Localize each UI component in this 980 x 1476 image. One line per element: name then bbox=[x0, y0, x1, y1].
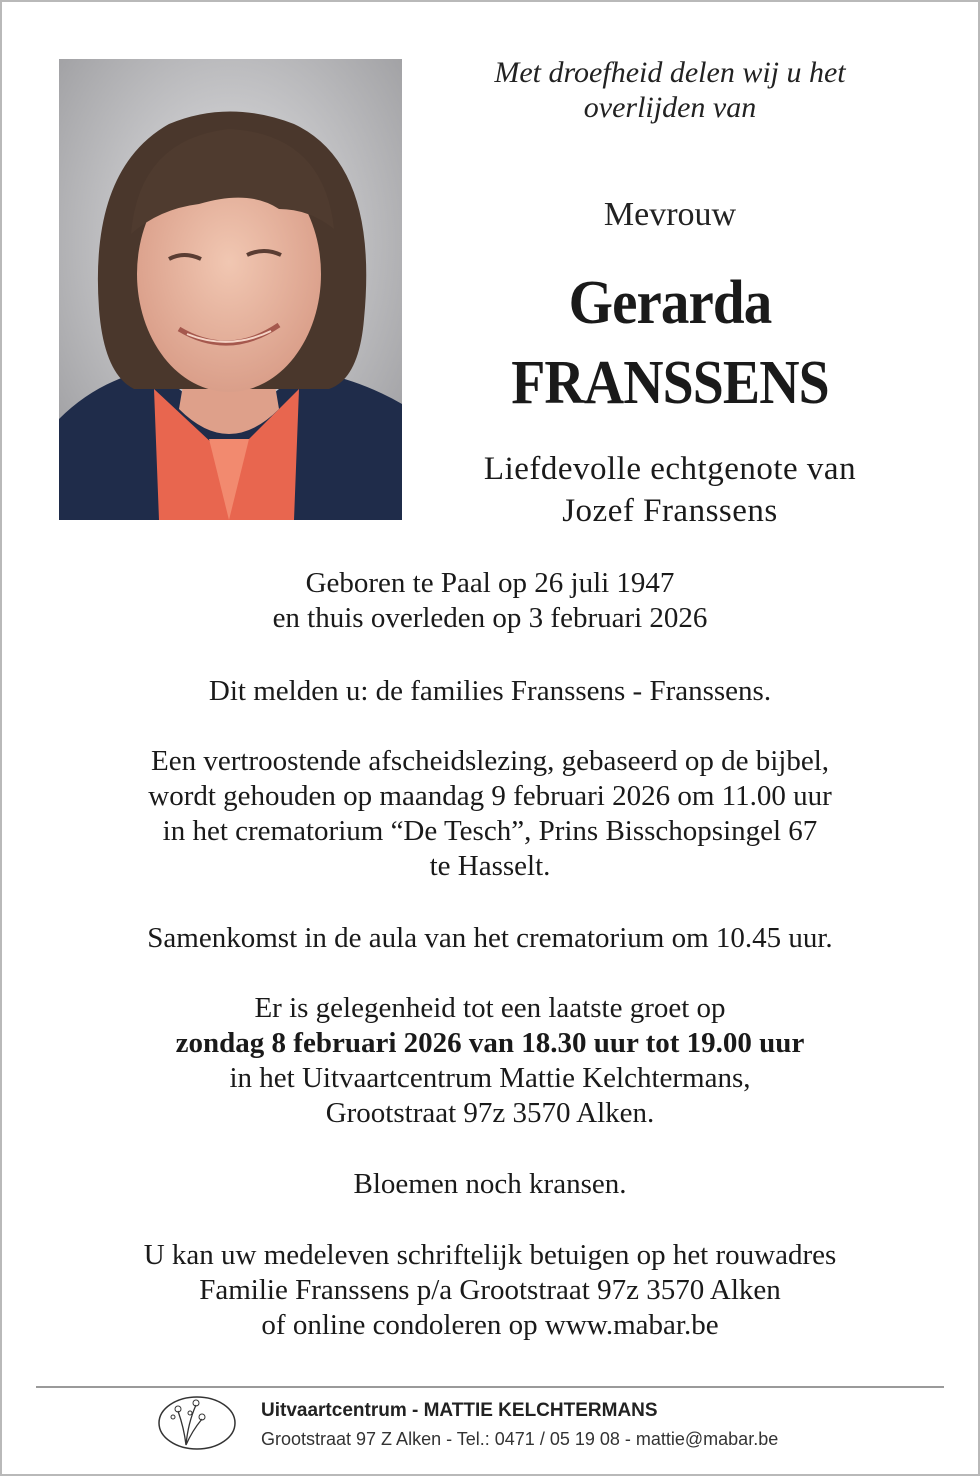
intro-line: overlijden van bbox=[583, 91, 757, 124]
first-name: Gerarda bbox=[568, 269, 772, 337]
ceremony-block bbox=[0, 744, 980, 884]
funeral-home-name: Uitvaartcentrum - MATTIE KELCHTERMANS bbox=[261, 1400, 658, 1421]
gathering-line: Samenkomst in de aula van het crematorium om 10.45 uur. bbox=[147, 922, 833, 954]
ceremony-line: in het crematorium “De Tesch”, Prins Bisschopsingel 67 bbox=[162, 815, 818, 847]
condolence-line: U kan uw medeleven schriftelijk betuigen op het rouwadres bbox=[143, 1239, 837, 1271]
intro-line: Met droefheid delen wij u het bbox=[494, 56, 846, 89]
ceremony-line: te Hasselt. bbox=[429, 850, 551, 882]
last-name: FRANSSENS bbox=[511, 349, 829, 417]
funeral-home-contact: Grootstraat 97 Z Alken - Tel.: 0471 / 05 19 08 - mattie@mabar.be bbox=[261, 1429, 779, 1449]
flower-logo-icon bbox=[156, 1393, 238, 1451]
honorific: Mevrouw bbox=[603, 196, 737, 233]
birth-line: Geboren te Paal op 26 juli 1947 bbox=[305, 567, 675, 599]
farewell-datetime: zondag 8 februari 2026 van 18.30 uur tot 19.00 uur bbox=[175, 1027, 805, 1059]
spouse-line: Liefdevolle echtgenote van bbox=[483, 451, 857, 487]
farewell-line: in het Uitvaartcentrum Mattie Kelchtermans, bbox=[229, 1062, 751, 1094]
farewell-block bbox=[0, 991, 980, 1131]
condolence-line: Familie Franssens p/a Grootstraat 97z 3570 Alken bbox=[199, 1274, 781, 1306]
portrait-photo bbox=[59, 59, 402, 520]
birth-death-block bbox=[0, 566, 980, 636]
death-line: en thuis overleden op 3 februari 2026 bbox=[272, 602, 708, 634]
condolence-line: of online condoleren op www.mabar.be bbox=[261, 1309, 719, 1341]
condolences-block bbox=[0, 1238, 980, 1343]
farewell-line: Er is gelegenheid tot een laatste groet op bbox=[254, 992, 726, 1024]
farewell-line: Grootstraat 97z 3570 Alken. bbox=[325, 1097, 655, 1129]
footer-divider bbox=[36, 1386, 944, 1388]
flowers-line: Bloemen noch kransen. bbox=[353, 1168, 627, 1200]
intro-text bbox=[430, 55, 910, 125]
spouse-line: Jozef Franssens bbox=[562, 493, 778, 529]
families-line: Dit melden u: de families Franssens - Franssens. bbox=[208, 675, 772, 707]
ceremony-line: wordt gehouden op maandag 9 februari 2026 om 11.00 uur bbox=[148, 780, 832, 812]
ceremony-line: Een vertroostende afscheidslezing, gebaseerd op de bijbel, bbox=[150, 745, 830, 777]
spouse-text bbox=[420, 448, 920, 532]
